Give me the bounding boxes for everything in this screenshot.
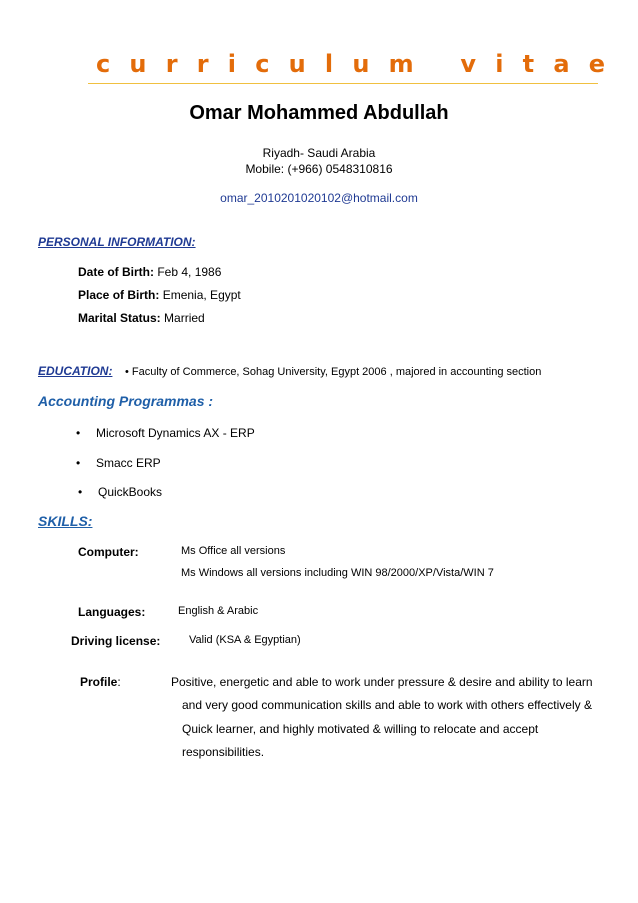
bullet-icon: •	[78, 485, 83, 499]
title-divider	[88, 83, 598, 84]
profile-colon: :	[117, 675, 121, 689]
location: Riyadh- Saudi Arabia	[262, 146, 376, 160]
driving-value: Valid (KSA & Egyptian)	[189, 634, 301, 646]
education-text: • Faculty of Commerce, Sohag University, Egypt 2006 , majored in accounting section	[125, 366, 542, 378]
accounting-item: Smacc ERP	[96, 456, 161, 470]
profile-label-row	[80, 675, 121, 689]
profile-line: Positive, energetic and able to work under pressure & desire and ability to learn	[171, 675, 593, 689]
mobile: Mobile: (+966) 0548310816	[245, 162, 393, 176]
education-heading: EDUCATION:	[38, 364, 113, 378]
marital-value: Married	[164, 311, 205, 325]
languages-value: English & Arabic	[178, 605, 259, 617]
languages-label: Languages:	[78, 605, 146, 619]
driving-label: Driving license:	[71, 634, 161, 648]
bullet-icon: •	[76, 456, 81, 470]
dob-value: Feb 4, 1986	[157, 265, 222, 279]
computer-line2: Ms Windows all versions including WIN 98/2000/XP/Vista/WIN 7	[181, 567, 494, 579]
personal-item-marital	[78, 311, 205, 325]
personal-item-pob	[78, 288, 241, 302]
pob-value: Emenia, Egypt	[162, 288, 241, 302]
marital-label: Marital Status:	[78, 311, 161, 325]
accounting-heading: Accounting Programmas :	[38, 393, 214, 409]
personal-info-heading: PERSONAL INFORMATION:	[38, 235, 196, 249]
computer-label: Computer:	[78, 545, 139, 559]
person-name: Omar Mohammed Abdullah	[189, 102, 449, 124]
email-link[interactable]: omar_2010201020102@hotmail.com	[220, 191, 418, 205]
accounting-item: Microsoft Dynamics AX - ERP	[96, 426, 255, 440]
bullet-icon: •	[76, 426, 81, 440]
document-title: curriculum vitae	[96, 50, 625, 78]
personal-item-dob	[78, 265, 221, 279]
pob-label: Place of Birth:	[78, 288, 160, 302]
profile-label: Profile	[80, 675, 118, 689]
computer-line1: Ms Office all versions	[181, 545, 286, 557]
skills-heading: SKILLS:	[38, 513, 93, 529]
accounting-item: QuickBooks	[98, 485, 163, 499]
profile-line: and very good communication skills and able to work with others effectively &	[182, 698, 592, 712]
profile-line: responsibilities.	[182, 745, 265, 759]
profile-line: Quick learner, and highly motivated & willing to relocate and accept	[182, 722, 539, 736]
dob-label: Date of Birth:	[78, 265, 154, 279]
